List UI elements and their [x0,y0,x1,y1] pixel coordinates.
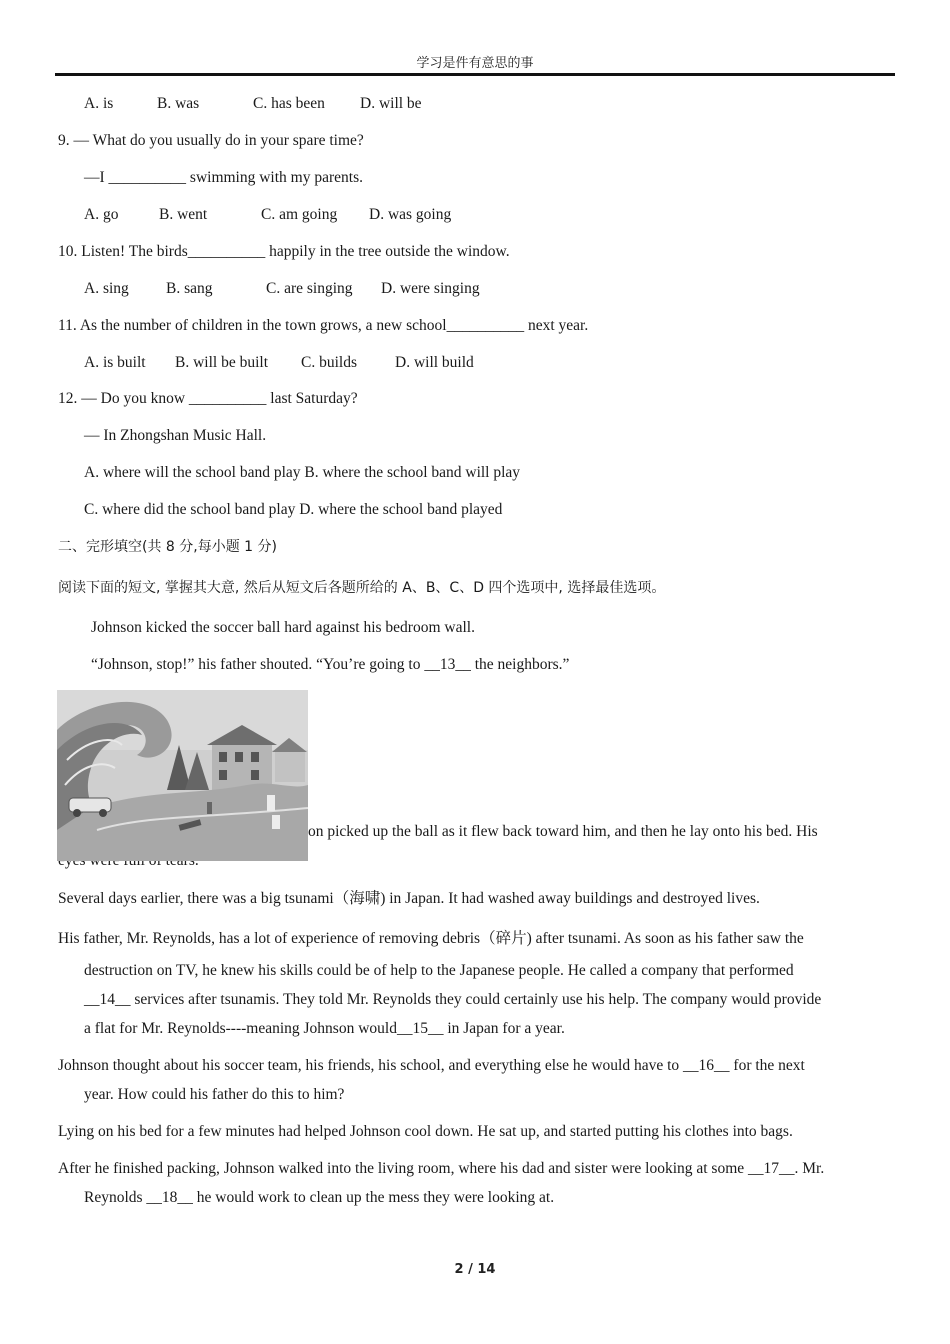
passage-p6-line1: Johnson thought about his soccer team, his friends, his school, and everything else he would have to __16__ for the next [58,1057,805,1074]
passage-p6-line2: year. How could his father do this to him? [84,1086,345,1103]
q9-option-d: D. was going [369,206,452,223]
q8-options [84,94,422,114]
passage-p8-line2: Reynolds __18__ he would work to clean up the mess they were looking at. [84,1189,555,1206]
q12-options-cd: C. where did the school band play D. where the school band played [84,501,503,518]
q9-reply: —I __________ swimming with my parents. [84,169,363,186]
q10-option-d: D. were singing [381,280,480,297]
q8-option-c: C. has been [253,95,325,112]
tsunami-illustration [57,690,308,861]
passage-p5-line1: His father, Mr. Reynolds, has a lot of experience of removing debris（碎片) after tsunami. As soon as his father saw the [58,930,804,947]
q11-option-a: A. is built [84,354,146,371]
q10-option-b: B. sang [166,280,213,297]
passage-p3: on picked up the ball as it flew back toward him, and then he lay onto his bed. His [308,823,818,840]
passage-p1: Johnson kicked the soccer ball hard against his bedroom wall. [91,619,475,636]
passage-p5-line3: __14__ services after tsunamis. They told Mr. Reynolds they could certainly use his help. The company would provide [84,991,822,1008]
passage-p5-line2: destruction on TV, he knew his skills could be of help to the Japanese people. He called a company that performed [84,962,794,979]
q11-option-d: D. will build [395,354,474,371]
q8-option-b: B. was [157,95,200,112]
q12-options-ab: A. where will the school band play B. where the school band will play [84,464,521,481]
passage-p5-line4: a flat for Mr. Reynolds----meaning Johnson would__15__ in Japan for a year. [84,1020,565,1037]
q10-option-c: C. are singing [266,280,353,297]
q11-stem: 11. As the number of children in the town grows, a new school__________ next year. [58,317,589,334]
q9-stem: 9. — What do you usually do in your spare time? [58,132,364,149]
header-rule [55,73,895,76]
q8-option-d: D. will be [360,95,422,112]
q12-stem: 12. — Do you know __________ last Saturday? [58,390,358,407]
q9-option-b: B. went [159,206,208,223]
passage-p2: “Johnson, stop!” his father shouted. “You’re going to __13__ the neighbors.” [91,656,570,673]
q10-option-a: A. sing [84,280,129,297]
page-header: 学习是件有意思的事 [416,56,534,71]
q9-option-c: C. am going [261,206,338,223]
q11-option-c: C. builds [301,354,357,371]
q10-options [84,279,480,299]
q12-reply: — In Zhongshan Music Hall. [84,427,267,444]
q9-option-a: A. go [84,206,119,223]
q11-option-b: B. will be built [175,354,268,371]
q8-option-a: A. is [84,95,114,112]
passage-p7: Lying on his bed for a few minutes had helped Johnson cool down. He sat up, and started putting his clothes into bags. [58,1123,793,1140]
passage-p4: Several days earlier, there was a big tsunami（海啸) in Japan. It had washed away buildings and destroyed lives. [58,890,760,907]
section-title: 二、完形填空(共 8 分,每小题 1 分) [58,539,277,555]
page-number: 2 / 14 [454,1262,496,1277]
passage-p8-line1: After he finished packing, Johnson walked into the living room, where his dad and sister were looking at some __17__. Mr. [58,1160,825,1177]
q9-options [84,205,451,225]
q10-stem: 10. Listen! The birds__________ happily in the tree outside the window. [58,243,510,260]
section-instruction: 阅读下面的短文, 掌握其大意, 然后从短文后各题所给的 A、B、C、D 四个选项中, 选择最佳选项。 [58,580,666,596]
q11-options [84,353,474,373]
